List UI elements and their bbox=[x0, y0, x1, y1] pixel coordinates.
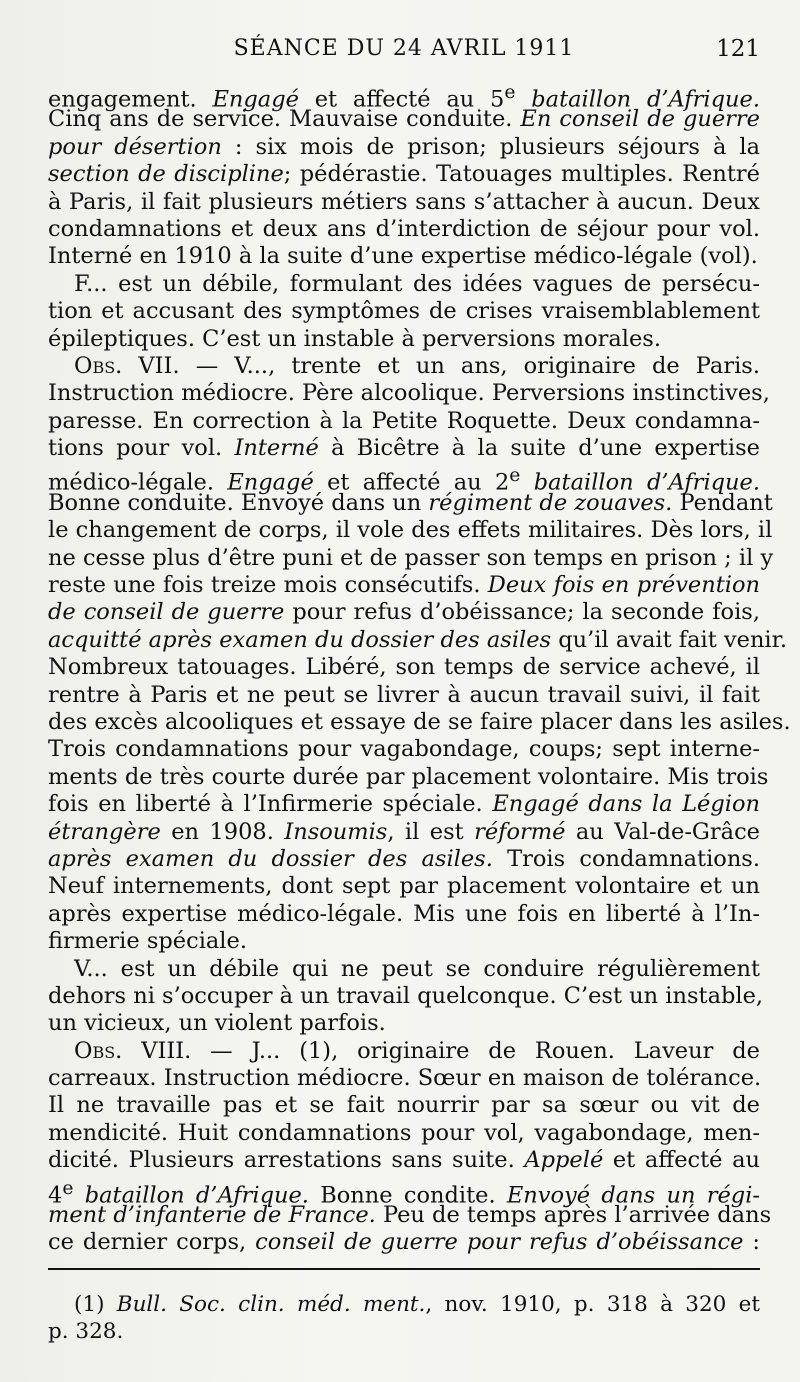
text-line: mendicité. Huit condamnations pour vol, vagabondage, men- bbox=[48, 1119, 760, 1146]
footnote-rule bbox=[48, 1268, 760, 1270]
running-head-title: SÉANCE DU 24 AVRIL 1911 bbox=[233, 36, 575, 61]
text-line: à Paris, il fait plusieurs métiers sans s’attacher à aucun. Deux bbox=[48, 188, 760, 215]
text-line: Cinq ans de service. Mauvaise conduite. En conseil de guerre bbox=[48, 106, 760, 133]
text-line: section de discipline; pédérastie. Tatouages multiples. Rentré bbox=[48, 161, 760, 188]
page-number: 121 bbox=[716, 36, 760, 62]
text-line: ments de très courte durée par placement volontaire. Mis trois bbox=[48, 763, 769, 790]
text-line: de conseil de guerre pour refus d’obéissance; la seconde fois, bbox=[48, 599, 760, 626]
text-line: épileptiques. C’est un instable à perversions morales. bbox=[48, 325, 662, 352]
text-line: tion et accusant des symptômes de crises vraisemblablement bbox=[48, 298, 760, 325]
text-line: reste une fois treize mois consécutifs. Deux fois en prévention bbox=[48, 572, 760, 599]
text-line: des excès alcooliques et essaye de se faire placer dans les asiles. bbox=[48, 708, 791, 735]
text-line: après examen du dossier des asiles. Trois condamnations. bbox=[48, 845, 761, 872]
text-line: F... est un débile, formulant des idées vagues de persécu- bbox=[74, 270, 760, 297]
text-line: Trois condamnations pour vagabondage, coups; sept interne- bbox=[48, 736, 760, 763]
text-line: ment d’infanterie de France. Peu de temps après l’arrivée dans bbox=[48, 1202, 772, 1229]
text-line: paresse. En correction à la Petite Roquette. Deux condamna- bbox=[48, 407, 760, 434]
text-line: V... est un débile qui ne peut se conduire régulièrement bbox=[74, 955, 760, 982]
footnote-line: p. 328. bbox=[48, 1319, 124, 1345]
text-line: carreaux. Instruction médiocre. Sœur en maison de tolérance. bbox=[48, 1065, 762, 1092]
text-line: Interné en 1910 à la suite d’une expertise médico-légale (vol). bbox=[48, 243, 758, 270]
text-line: 4e bataillon d’Afrique. Bonne condite. Envoyé dans un régi- bbox=[48, 1177, 760, 1209]
text-line: firmerie spéciale. bbox=[48, 928, 247, 955]
running-head bbox=[48, 34, 760, 68]
text-line: condamnations et deux ans d’interdiction de séjour pour vol. bbox=[48, 215, 760, 242]
text-line: Obs. VIII. — J... (1), originaire de Rouen. Laveur de bbox=[74, 1037, 760, 1064]
text-line: Instruction médiocre. Père alcoolique. Perversions instinctives, bbox=[48, 380, 770, 407]
text-line: engagement. Engagé et affecté au 5e bataillon d’Afrique. bbox=[48, 82, 760, 113]
text-line: rentre à Paris et ne peut se livrer à aucun travail suivi, il fait bbox=[48, 681, 760, 708]
text-line: médico-légale. Engagé et affecté au 2e bataillon d’Afrique. bbox=[48, 465, 760, 496]
text-line: étrangère en 1908. Insoumis, il est réformé au Val-de-Grâce bbox=[48, 818, 760, 845]
text-line: Il ne travaille pas et se fait nourrir par sa sœur ou vit de bbox=[48, 1092, 760, 1119]
text-line: acquitté après examen du dossier des asiles qu’il avait fait venir. bbox=[48, 626, 788, 653]
text-line: pour désertion : six mois de prison; plusieurs séjours à la bbox=[48, 133, 760, 160]
text-line: ce dernier corps, conseil de guerre pour refus d’obéissance : bbox=[48, 1229, 760, 1256]
text-line: fois en liberté à l’Infirmerie spéciale. Engagé dans la Légion bbox=[48, 791, 760, 818]
footnote bbox=[48, 1292, 760, 1347]
text-line: ne cesse plus d’être puni et de passer son temps en prison ; il y bbox=[48, 544, 774, 571]
text-line: Neuf internements, dont sept par placement volontaire et un bbox=[48, 873, 760, 900]
text-line: après expertise médico-légale. Mis une fois en liberté à l’In- bbox=[48, 900, 760, 927]
text-line: Nombreux tatouages. Libéré, son temps de service achevé, il bbox=[48, 654, 760, 681]
text-line: dicité. Plusieurs arrestations sans suite. Appelé et affecté au bbox=[48, 1147, 760, 1174]
text-line: le changement de corps, il vole des effets militaires. Dès lors, il bbox=[48, 517, 773, 544]
text-line: dehors ni s’occuper à un travail quelconque. C’est un instable, bbox=[48, 982, 764, 1009]
text-line: Obs. VII. — V..., trente et un ans, originaire de Paris. bbox=[74, 352, 760, 379]
body-text bbox=[48, 79, 791, 1257]
text-line: tions pour vol. Interné à Bicêtre à la suite d’une expertise bbox=[48, 435, 760, 462]
text-line: Bonne conduite. Envoyé dans un régiment de zouaves. Pendant bbox=[48, 489, 773, 516]
footnote-line: (1) Bull. Soc. clin. méd. ment., nov. 1910, p. 318 à 320 et bbox=[74, 1292, 760, 1317]
text-line: un vicieux, un violent parfois. bbox=[48, 1010, 386, 1037]
